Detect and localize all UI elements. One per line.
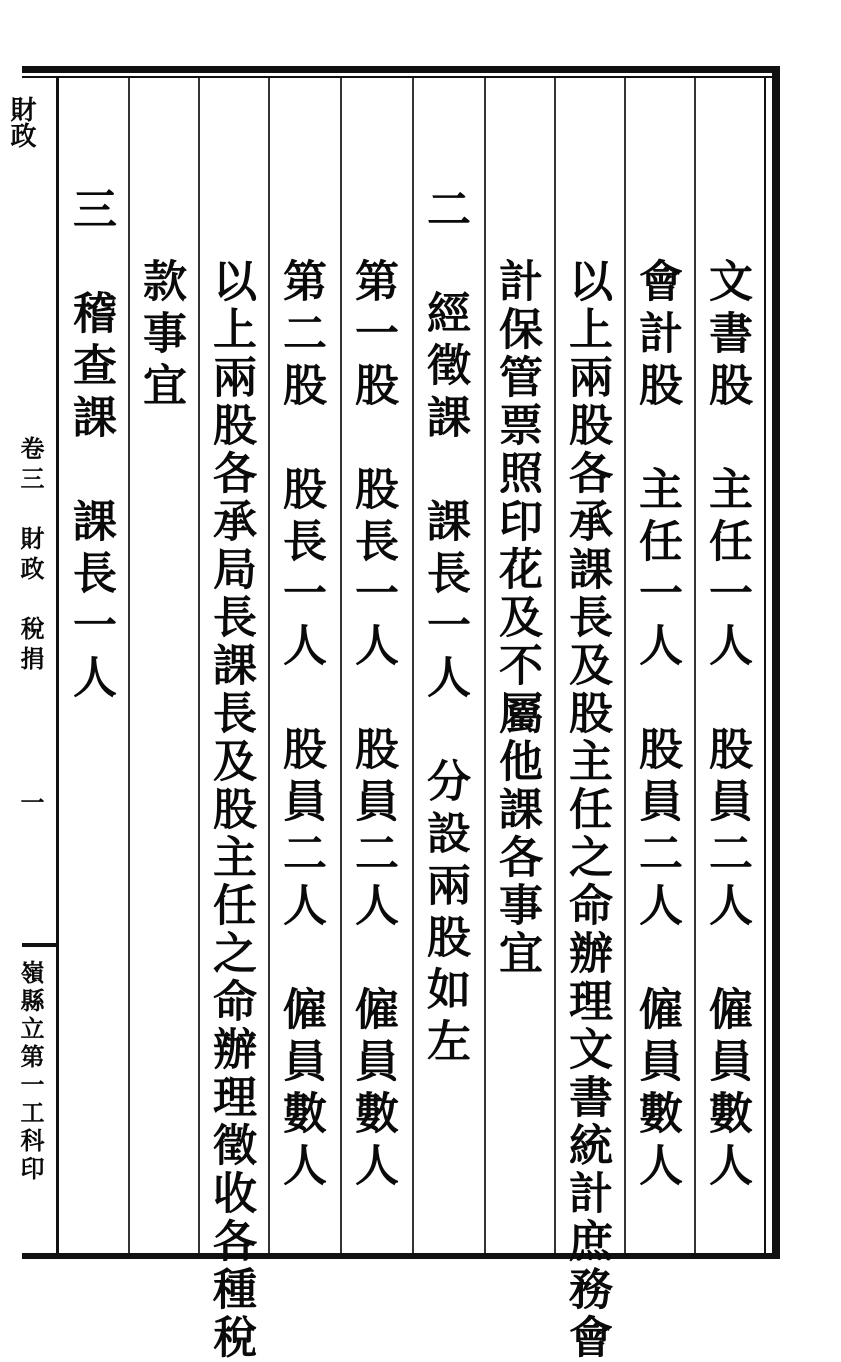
text-column-6: 第一股 股長一人 股員二人 僱員數人 bbox=[347, 258, 398, 1194]
text-column-10: 三 稽查課 課長一人 bbox=[65, 186, 116, 706]
border-right bbox=[772, 66, 780, 1259]
column-divider bbox=[340, 78, 342, 1253]
spine-mark: 一 bbox=[16, 790, 45, 814]
column-divider bbox=[128, 78, 130, 1253]
text-column-9: 款事宜 bbox=[135, 258, 186, 414]
spine-border bbox=[56, 78, 59, 1253]
column-divider bbox=[554, 78, 556, 1253]
column-divider bbox=[484, 78, 486, 1253]
text-column-4: 計保管票照印花及不屬他課各事宜 bbox=[491, 258, 542, 978]
text-column-1: 文書股 主任一人 股員二人 僱員數人 bbox=[701, 258, 752, 1194]
text-column-2: 會計股 主任一人 股員二人 僱員數人 bbox=[631, 258, 682, 1194]
border-right-inner bbox=[764, 78, 766, 1253]
column-divider bbox=[268, 78, 270, 1253]
border-top-inner bbox=[22, 76, 780, 78]
spine-volume: 卷三 財政 稅捐 bbox=[16, 436, 45, 676]
text-column-7: 第二股 股長一人 股員二人 僱員數人 bbox=[275, 258, 326, 1194]
spine-separator bbox=[22, 943, 59, 947]
border-bottom bbox=[22, 1253, 780, 1259]
column-divider bbox=[694, 78, 696, 1253]
spine-title: 財政 bbox=[6, 96, 36, 148]
text-column-5: 二 經徵課 課長一人 分設兩股如左 bbox=[419, 186, 470, 1070]
spine-printer: 嶺縣立第一工科印 bbox=[16, 960, 45, 1184]
border-top bbox=[22, 66, 780, 73]
text-column-3: 以上兩股各承課長及股主任之命辦理文書統計庶務會 bbox=[561, 258, 612, 1362]
column-divider bbox=[624, 78, 626, 1253]
column-divider bbox=[198, 78, 200, 1253]
text-column-8: 以上兩股各承局長課長及股主任之命辦理徵收各種稅 bbox=[205, 258, 256, 1362]
column-divider bbox=[412, 78, 414, 1253]
